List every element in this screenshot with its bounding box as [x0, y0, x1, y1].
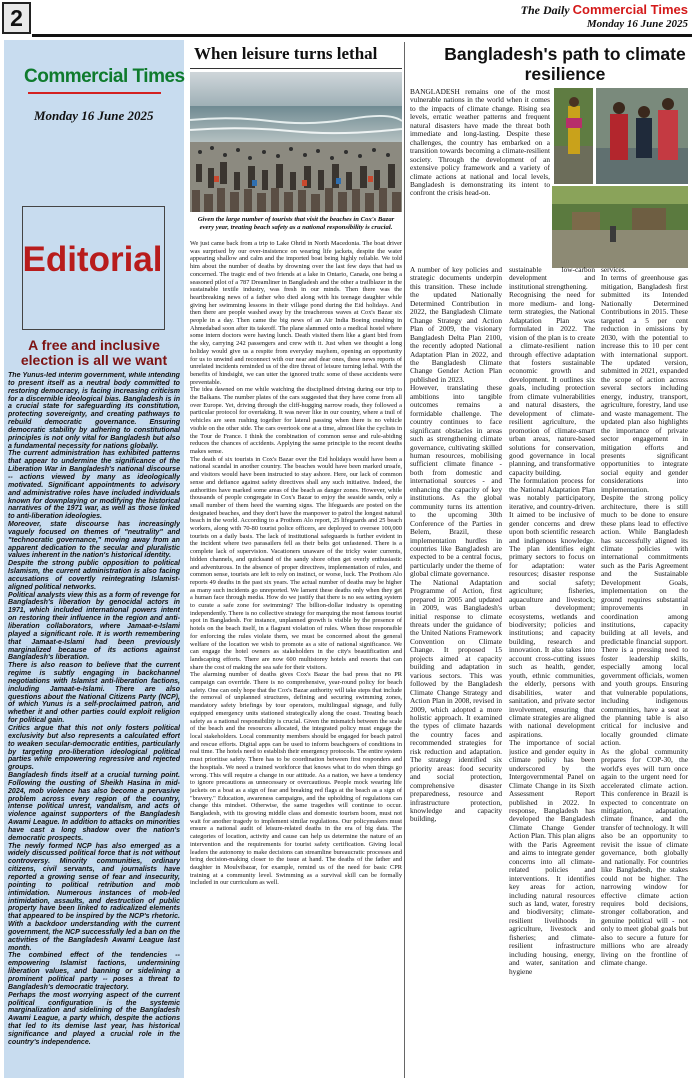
article-paragraph: However, translating these ambitions into tangible outcomes remains a formidable challenge. The country continues to face significant obstacles in areas such as strengthening climate governance, cultivating skilled human resources, mobilising sufficient climate finance - both from domestic and international sources - and enhancing the capacity of key institutions. As the global community turns its attention to the upcoming 30th Conference of the Parties in Belem, Brazil, these implementation hurdles in countries like Bangladesh are expected to be a central focus, particularly under the theme of global climate governance.: [410, 383, 502, 579]
article-climate-column-2: [509, 266, 595, 1078]
editorial-paragraph: Critics argue that this not only fosters political exclusivity but also represents a calculated effort to weaken secular-democratic entities, particularly by targeting pro-liberation ideological political parties while empowering regressive and rejected groups.: [8, 724, 180, 772]
editorial-headline: A free and inclusive election is all we want: [20, 337, 168, 368]
editorial-paragraph: Perhaps the most worrying aspect of the current political configuration is the systemic marginalization and sidelining of the Bangladesh Awami League, a party which, despite the actions that led to its demise last year, has historical significance and played a crucial role in the country's independence.: [8, 991, 180, 1046]
article-paragraph: Recognising the need for more medium- and long-term strategies, the National Adaptation Plan was formulated in 2022. The vision of the plan is to create a climate-resilient nation through effective adaptation that fosters sustainable economic growth and development. It outlines six goals, including protection from climate vulnerabilities and natural disasters, the development of climate-resilient agriculture, the promotion of climate-smart urban areas, nature-based solutions for conservation, good governance in local planning, and transformative capacity building.: [509, 290, 595, 477]
article-climate-lead: [410, 88, 550, 266]
article-paragraph: services.: [601, 266, 627, 274]
article-paragraph: BANGLADESH remains one of the most vulnerable nations in the world when it comes to the impacts of climate change. Rising sea levels, erratic weather patterns and frequent natural disasters have made the threat both immediate and long-lasting. Despite these challenges, the country has embarked on a transition towards becoming a climate-resilient society. Through the development of an extensive policy framework and a variety of climate actions at national and local levels, Bangladesh is demonstrating its intent to confront the crisis head-on.: [410, 88, 550, 198]
article-paragraph: The alarming number of deaths gives Cox's Bazar the bad press that no PR campaign can override. There is no comprehensive, year-round policy for beach safety. One can only hope that the Cox's Bazar authority will take steps that include the removal of unplanned structures, defining and securing swimming zones, mandatory safety briefings by tour operators, multilingual signage, and fully equipped emergency units stationed strategically along the coast. Treating beach safety as a national responsibility is crucial. Given the mismatch between the scale of the beach and the resources allocated, the integrated policy must engage the local stakeholders. Local community members should be engaged for beach patrol and rescue efforts. Digital apps can be used to inform beachgoers of conditions in real time. The hotels need to establish their emergency protocols. The entire system must prioritise safety. There has to be coordination between first responders and the hospitals. We need a trained workforce that knows what to do when things go wrong. This will require a change in our attitude. As a nation, we have a tendency to ignore precautions as unnecessary or overcautious. People mock wearing life jackets on a boat as a sign of fear and breaking red flags at the beach as a sign of "bravery." Education, awareness campaigns, and the upholding of regulations can change this mindset. Otherwise, the same tragedies will continue to occur. Bangladesh, with its growing middle class and domestic tourism boom, must not wait for another tragedy to implement similar regulations. Our policymakers must ensure a national audit of leisure-related deaths in the era of big data. The categories of location, activity and cause can help us determine the nature of an intervention and the requirements for tourist safety certification. Giving local leaders the autonomy to make decisions can streamline bureaucratic processes and bring decision-making closer to the issue at hand. The deaths of the father and daughter in Moulvibazar, for example, remind us of the need for basic CPR training at a community level. Swimming as a survival skill can be formally included in our curriculum as well.: [190, 671, 402, 887]
editorial-paragraph: The newly formed NCP has also emerged as a widely discussed political force that is not without controversy. Minority communities, ordinary citizens, civil servants, and journalists have reported a growing sense of fear and insecurity, pointing to political retribution and mob intimidation. Numerous instances of mob-led intimidation, assaults, and destruction of public property have been linked to radicalized elements that appeared to be inspired by the NCP's rhetoric. With a backdoor understanding with the current government, the NCP successfully led a ban on the activities of the Bangladesh Awami League last month.: [8, 842, 180, 952]
editorial-paragraph: Despite the strong public opposition to political Islamism, the current administration is also facing accusations of covertly reintegrating Islamist-aligned political networks.: [8, 560, 180, 591]
beach-crowd-photo: [190, 72, 402, 212]
sidebar-date: Monday 16 June 2025: [34, 108, 154, 123]
masthead: Commercial Times: [24, 66, 185, 87]
article-leisure-title: When leisure turns lethal: [194, 44, 378, 63]
article-paragraph: A number of key policies and strategic documents underpin this transition. These include the updated Nationally Determined Contribution in 2022, the Bangladesh Climate Change Strategy and Action Plan of 2009, the visionary Bangladesh Delta Plan 2100, the recently adopted National Adaptation Plan in 2022, and the Bangladesh Climate Change Gender Action Plan published in 2023.: [410, 266, 502, 384]
flood-family-photo: [596, 88, 688, 184]
article-paragraph: We just came back from a trip to Lake Ohrid in North Macedonia. The boat driver was surprised by our over-insistence on wearing life jackets, despite the water appearing shallow and calm and the imported boat being highly reliable. We told him about the number of deaths by drowning over the last few days that had us concerned. The tragic end of two friends at a lake in Ontario, Canada, one being a seasoned pilot of a 787 Dreamliner in Bangladesh and the other a trailblazer in the sustainable textile industry, was fresh in our minds. Then there was the heartbreaking news of a father who died along with his teenage daughter while giving her swimming lessons in their village pond during the Eid holidays. And then there are people washed away by the treacherous waves at Cox's Bazar six people in a day. Then came the big news of an Air India Boeing crashing in Ahmedabad soon after its takeoff. The plane slammed onto a medical hostel where some intern doctors were having lunch. Death visited them like a giant bird from the sky, carrying 242 passengers and crew with it. Just when we thought a long holiday would give us a respite from everyday mayhem, opening an opportunity for us to unwind and reconnect with our near and dear ones, these news reports of unrelated incidents reminded us of the dire threat of leisure turning lethal. With the benefits of hindsight, we can utter the ignored truth: some of these accidents were preventable.: [190, 240, 402, 386]
article-paragraph: sustainable low-carbon development and institutional strengthening.: [509, 266, 595, 291]
editorial-paragraph: Moreover, state discourse has increasingly vaguely focused on themes of "neutrality" and "technocratic governance," moving away from an apparent dedication to the secular and pluralistic values inherent in the nation's historical identity.: [8, 521, 180, 560]
header-rule: [32, 34, 692, 37]
article-leisure-body: [190, 240, 402, 1078]
editorial-paragraph: The Yunus-led interim government, while intending to present itself as a neutral body committed to restoring democracy, is facing increasing criticism for a discernible ideological bias. Bangladesh is in a crucial state for safeguarding its constitution, protecting sovereignty, and creating pathways to rebuild democratic governance. Ensuring democratic stability by adhering to constitutional principles is not only vital for Bangladesh but also a fundamental necessity for nations globally.: [8, 372, 180, 450]
editorial-paragraph: The combined effect of the tendencies -- empowering Islamist factions, undermining liberation values, and banning or sidelining a prominent political party -- poses a threat to Bangladesh's democratic trajectory.: [8, 952, 180, 991]
article-paragraph: As the global community prepares for COP-30, the world's eyes will turn once again to the urgent need for accelerated climate action. This conference in Brazil is expected to concentrate on mitigation, adaptation, climate finance, and the transfer of technology. It will also be an opportunity to revisit the issue of climate governance, both globally and nationally. For countries like Bangladesh, the stakes could not be higher. The narrowing window for effective climate action requires bold decisions, stronger collaboration, and genuine political will - not only to meet global goals but also to secure a future for millions who are already living on the frontline of climate change.: [601, 746, 688, 968]
column-divider: [404, 42, 405, 1078]
article-climate-column-1: [410, 266, 502, 1078]
article-climate-title: Bangladesh's path to climate resilience: [444, 44, 686, 84]
editorial-body: [8, 372, 180, 1077]
article-paragraph: The importance of social justice and gender equity in climate policy has been underscored by the Intergovernmental Panel on Climate Change in its Sixth Assessment Report published in 2022. In response, Bangladesh has developed the Bangladesh Climate Change Gender Action Plan. This plan aligns with the Paris Agreement and aims to integrate gender concerns into all climate-related policies and interventions. It identifies key areas for action, including natural resources such as land, water, forestry and biodiversity; climate-resilient livelihoods in agriculture, livestock and fisheries; and climate-resilient infrastructure including housing, energy, and water, sanitation and hygiene: [509, 738, 595, 976]
article-paragraph: The formulation process for the National Adaptation Plan was notably participatory, iterative, and country-driven. It aimed to be inclusive of gender concerns and drew upon both scientific research and indigenous knowledge. The plan identifies eight primary sectors to focus on for adaptation: water resources; disaster response and social safety; agriculture; fisheries, aquaculture and livestock; urban development; ecosystems, wetlands and biodiversity; policies and institutions; and capacity building, research and innovation. It also takes into account cross-cutting issues such as health, gender, youth, ethnic communities, the elderly, persons with disabilities, water and sanitation, and private sector involvement, ensuring that climate strategies are aligned with national development aspirations.: [509, 476, 595, 739]
header-brand: [521, 2, 688, 18]
article-paragraph: The death of six tourists in Cox's Bazar over the Eid holidays would have been a national scandal in another country. The beaches would have been marked unsafe, and visitors would have been instructed to stay ashore. Here, our lack of common sense and defiance against safety directives shall any such initiative. Indeed, the authorities have marked some areas of the beach as danger zones. However, while thousands of people congregate in Cox's Bazar to enjoy the seaside sands, only a small number of them heed the warning signs. The lifeguards are posted on the designated beaches, and they don't have the manpower to patrol the longest natural beach in the world. According to a Prothom Alo report, 25 lifeguards and 25 beach workers, along with 70-80 tourist police officers, are deployed to oversee 100,000 tourists on a daily basis. The lack of institutional safeguards is further evident in the incident where two parasailers fell as their belts got unfastened. There is a complete lack of supervision. Vacationers unaware of the tricky water currents, hidden channels, and quicksand of the sandy shore often get overly enthusiastic and adventurous. In the absence of proper directives, implementation of rules, and common sense, tourists are left to rely on instinct, or worse, luck. The Prothom Alo reports 49 deaths in the past six years. The actual number of deaths may be higher as many such incidents go unreported. We lament these deaths only when they get a human face through media. How do we justify that there is no sea setting system to curate a safe zone for swimming? The billion-dollar industry is operating independently. There is no collective strategy for marquing the most famous tourist spot in Bangladesh. For instance, unplanned growth is visible by the presence of hotels on the beach itself, in a flagrant violation of rules. When those responsible for enforcing the rules violate them, we must be concerned about the general welfare of the location we wish to promote as a site of national significance. We can engage the hotel owners as stakeholders in the city's beautification and landscaping efforts. There are now 600 multistorey hotels and resorts that can share the cost of making the sea safe for their visitors.: [190, 455, 402, 671]
flood-woman-photo: [554, 88, 593, 184]
article-paragraph: Despite the strong policy architecture, there is still much to be done to ensure these plans lead to effective action. While Bangladesh has successfully aligned its climate policies with international commitments such as the Paris Agreement and the Sustainable Development Goals, implementation on the ground requires substantial improvements in coordination among institutions, capacity building at all levels, and predictable financial support. There is a pressing need to foster leadership skills, especially among local government officials, women and youth groups. Ensuring that vulnerable populations, including indigenous communities, have a seat at the planning table is also critical for inclusive and locally grounded climate action.: [601, 493, 688, 748]
article-paragraph: The idea dawned on me while watching the disciplined driving during our trip to the Balkans. The number plates of the cars suggested that they have come from all over Europe. Yet, driving through the cliff-hugging narrow roads, they followed a particular protocol for overtaking. It was never like in our country, where a trail of vehicles are seen rushing together for lateral passing when there is no vehicle visible on the other side. The cars overtook one at a time, almost like the cyclists in the Tour de France. I think the combination of common sense and rule-abiding reduces the chances of accidents. Applying the same principle to the recent deaths makes sense.: [190, 386, 402, 455]
photo-caption: Given the large number of tourists that visit the beaches in Cox's Bazar every year, treating beach safety as a national responsibility is crucial.: [197, 216, 395, 231]
article-paragraph: The National Adaptation Programme of Action, first prepared in 2005 and updated in 2009, was Bangladesh's initial response to climate threats under the guidance of the United Nations Framework Convention on Climate Change. It proposed 15 projects aimed at capacity building and adaptation in various sectors. This was followed by the Bangladesh Climate Change Strategy and Action Plan in 2008, revised in 2009, which adopted a more holistic approach. It examined the types of climate hazards the country faces and recommended strategies for risk reduction and adaptation. The strategy identified six priority areas: food security and social protection, comprehensive disaster preparedness, resource and infrastructure protection, knowledge and capacity building,: [410, 577, 502, 824]
editorial-paragraph: Political analysts view this as a form of revenge for Bangladesh's liberation by genocidal actors in 1971, which included international powers intent on restoring their influence in the region and anti-liberation collaborators, where Jamaat-e-Islami played a significant role. It is worth remembering that Jamaat-e-Islami had been previously marginalized because of its actions against Bangladesh's liberation.: [8, 591, 180, 662]
header-brand-prefix: The Daily: [520, 3, 570, 17]
editorial-paragraph: Bangladesh finds itself at a crucial turning point. Following the ousting of Sheikh Hasina in mid-2024, mob violence has also become a pervasive problem across every region of the country, intense political unrest, vandalism, and acts of violence against supporters of the Bangladesh Awami League. In addition to attacks on minorities have cast a long shadow over the nation's democratic prospects.: [8, 772, 180, 842]
editorial-paragraph: The current administration has exhibited patterns that appear to undermine the significance of the Liberation War in Bangladesh's national discourse -- actions viewed by many as ideologically motivated. Significant appointments to advisory and administrative roles have included individuals known for downplaying or modifying the historical narratives of the 1971 war, as well as those linked to anti-liberation ideologies.: [8, 450, 180, 521]
editorial-paragraph: There is also reason to believe that the current regime is subtly engaging in backchannel negotiations with Islamist anti-liberation factions, including Jamaat-e-Islami. There are also questions about the National Citizens Party (NCP), of which Yunus is a self-proclaimed patron, and whether it and other parties could exploit religion for political gain.: [8, 662, 180, 725]
flooded-village-photo: [552, 186, 688, 268]
article-leisure-rule: [190, 68, 402, 69]
article-climate-column-3: [601, 266, 688, 1078]
editorial-title: Editorial: [22, 240, 163, 279]
masthead-underline: [28, 92, 161, 94]
header-date: Monday 16 June 2025: [586, 18, 688, 30]
header-brand-name: Commercial Times: [572, 2, 688, 17]
page-number: 2: [2, 2, 31, 34]
article-paragraph: In terms of greenhouse gas mitigation, Bangladesh first submitted its Intended Nationally Determined Contributions in 2015. These targeted a 5 per cent reduction in emissions by 2030, with the potential to increase this to 10 per cent with international support. The updated version, submitted in 2021, expanded the scope of action across several sectors including energy, industry, transport, agriculture, forestry, land use and waste management. The updated plan also highlights the importance of private sector engagement in mitigation efforts and presents significant opportunities to integrate social equity and gender considerations into implementation.: [601, 273, 688, 494]
